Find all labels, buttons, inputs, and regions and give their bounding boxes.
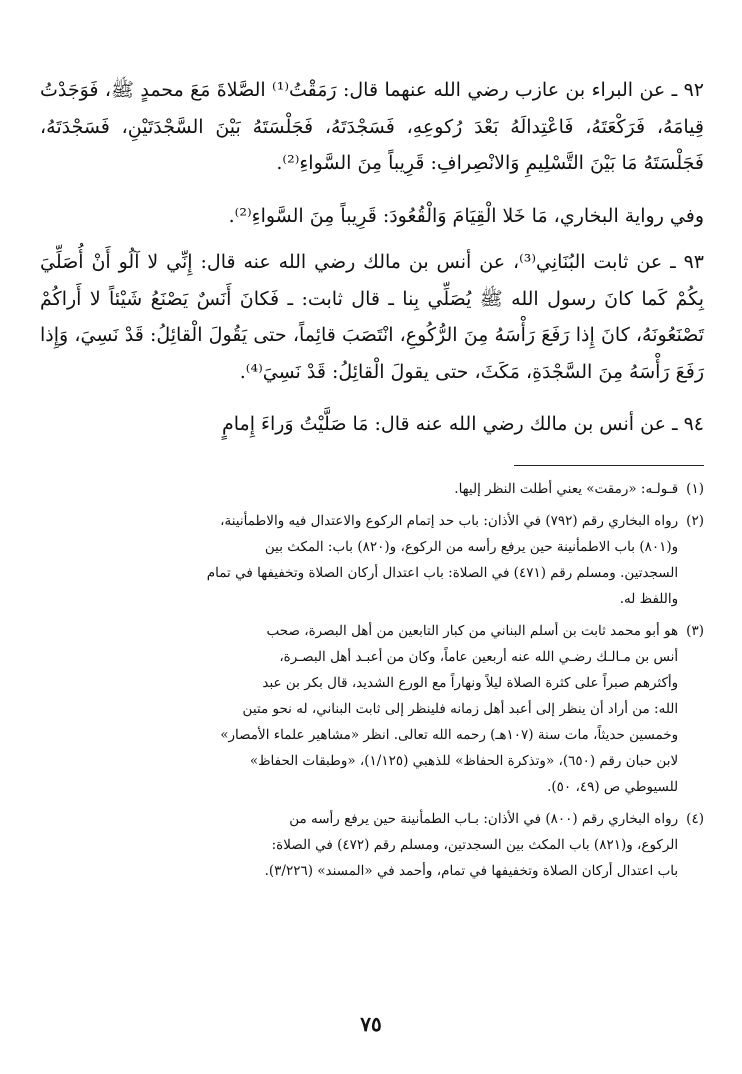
footnote-line: رواه البخاري رقم (٨٠٠) في الأذان: بـاب الطمأنينة حين يرفع رأسه من bbox=[289, 810, 679, 827]
page-number: ٧٥ bbox=[360, 1012, 382, 1036]
footnote-line: لابن حبان رقم (٦٥٠)، «وتذكرة الحفاظ» للذهبي (١/١٢٥)، «وطبقات الحفاظ» bbox=[249, 752, 679, 769]
footnote-line: و(٨٠١) باب الاطمأنينة حين يرفع رأسه من الركوع، و(٨٢٠) باب: المكث بين bbox=[264, 538, 679, 555]
hadith-92: ٩٢ ـ عن البراء بن عازب رضي الله عنهما قال: رَمَقْتُ⁽¹⁾ الصَّلاةَ مَعَ محمدٍ ﷺ، فَوَجَدْتُ قِيامَهُ، فَرَكْعَتَهُ، فَاعْتِدالَهُ بَعْدَ رُكوعِهِ، فَسَجْدَتَهُ، فَجَلْسَتَهُ بَيْنَ السَّجْدَتَيْنِ، فَسَجْدَتَهُ، فَجَلْسَتَهُ مَا بَيْنَ التَّسْلِيمِ وَالانْصِرافِ: قَرِيباً مِنَ السَّواءِ⁽²⁾. bbox=[40, 79, 704, 174]
footnote-line: للسيوطي ص (٤٩، ٥٠). bbox=[547, 778, 679, 795]
page-body bbox=[40, 72, 704, 890]
footnote-number: (١) bbox=[686, 480, 704, 497]
footnote-separator bbox=[514, 465, 704, 466]
footnote-line: هو أبو محمد ثابت بن أسلم البناني من كبار التابعين من أهل البصرة، صحب bbox=[266, 622, 679, 639]
hadith-94: ٩٤ ـ عن أنس بن مالك رضي الله عنه قال: مَا صَلَّيْتُ وَراءَ إِمامٍ bbox=[222, 413, 704, 435]
footnote-number: (٤) bbox=[686, 810, 704, 827]
footnote-line: أنس بن مـالـك رضـي الله عنه أربعين عاماً، وكان من أعبـد أهل البصـرة، bbox=[279, 648, 679, 665]
hadith-93: ٩٣ ـ عن ثابت البُنَانِي⁽³⁾، عن أنس بن مالك رضي الله عنه قال: إِنِّي لا آلُو أَنْ أُصَلِّيَ بِكُمْ كَما كانَ رسول الله ﷺ يُصَلِّي بِنا ـ قال ثابت: ـ فَكانَ أَنَسٌ يَصْنَعُ شَيْئاً لا أَراكُمْ تَصْنَعُونَهُ، كانَ إِذا رَفَعَ رَأْسَهُ مِنَ الرُّكُوعِ، انْتَصَبَ قائِماً، حتى يَقُولَ الْقائِلُ: قَدْ نَسِيَ، وَإِذا رَفَعَ رَأْسَهُ مِنَ السَّجْدَةِ، مَكَثَ، حتى يقولَ الْقائِلُ: قَدْ نَسِيَ⁽⁴⁾. bbox=[40, 251, 704, 383]
footnote-line: وأكثرهم صبراً على كثرة الصلاة ليلاً ونهاراً مع الورع الشديد، قال بكر بن عبد bbox=[262, 674, 679, 691]
main-text bbox=[40, 72, 704, 443]
footnote-line: السجدتين. ومسلم رقم (٤٧١) في الصلاة: باب اعتدال أركان الصلاة وتخفيفها في تمام bbox=[206, 564, 679, 581]
footnote bbox=[40, 618, 704, 800]
footnote bbox=[40, 806, 704, 884]
footnote bbox=[40, 508, 704, 612]
footnote-line: باب اعتدال أركان الصلاة وتخفيفها في تمام، وأحمد في «المسند» (٣/٢٢٦). bbox=[264, 862, 679, 879]
footnote bbox=[40, 476, 704, 502]
footnote-line: واللفظ له. bbox=[619, 590, 679, 607]
footnote-line: الله: من أراد أن ينظر إلى أعبد أهل زمانه فلينظر إلى ثابت البناني، له نحو متين bbox=[242, 700, 679, 717]
footnote-line: الركوع، و(٨٢١) باب المكث بين السجدتين، ومسلم رقم (٤٧٢) في الصلاة: bbox=[271, 836, 679, 853]
footnotes bbox=[40, 476, 704, 884]
bukhari-narration: وفي رواية البخاري، مَا خَلا الْقِيَامَ وَالْقُعُودَ: قَرِيباً مِنَ السَّواءِ⁽²⁾. bbox=[228, 204, 704, 227]
footnote-line: قـولـه: «رمقت» يعني أطلت النظر إليها. bbox=[454, 480, 679, 497]
footnote-number: (٢) bbox=[686, 512, 704, 529]
footnote-number: (٣) bbox=[686, 622, 704, 639]
footnote-line: رواه البخاري رقم (٧٩٢) في الأذان: باب حد إتمام الركوع والاعتدال فيه والاطمأنينة، bbox=[220, 512, 679, 529]
footnote-separator-wrap bbox=[40, 459, 704, 476]
footnote-line: وخمسين حديثاً، مات سنة (١٠٧هـ) رحمه الله تعالى. انظر «مشاهير علماء الأمصار» bbox=[220, 726, 679, 743]
